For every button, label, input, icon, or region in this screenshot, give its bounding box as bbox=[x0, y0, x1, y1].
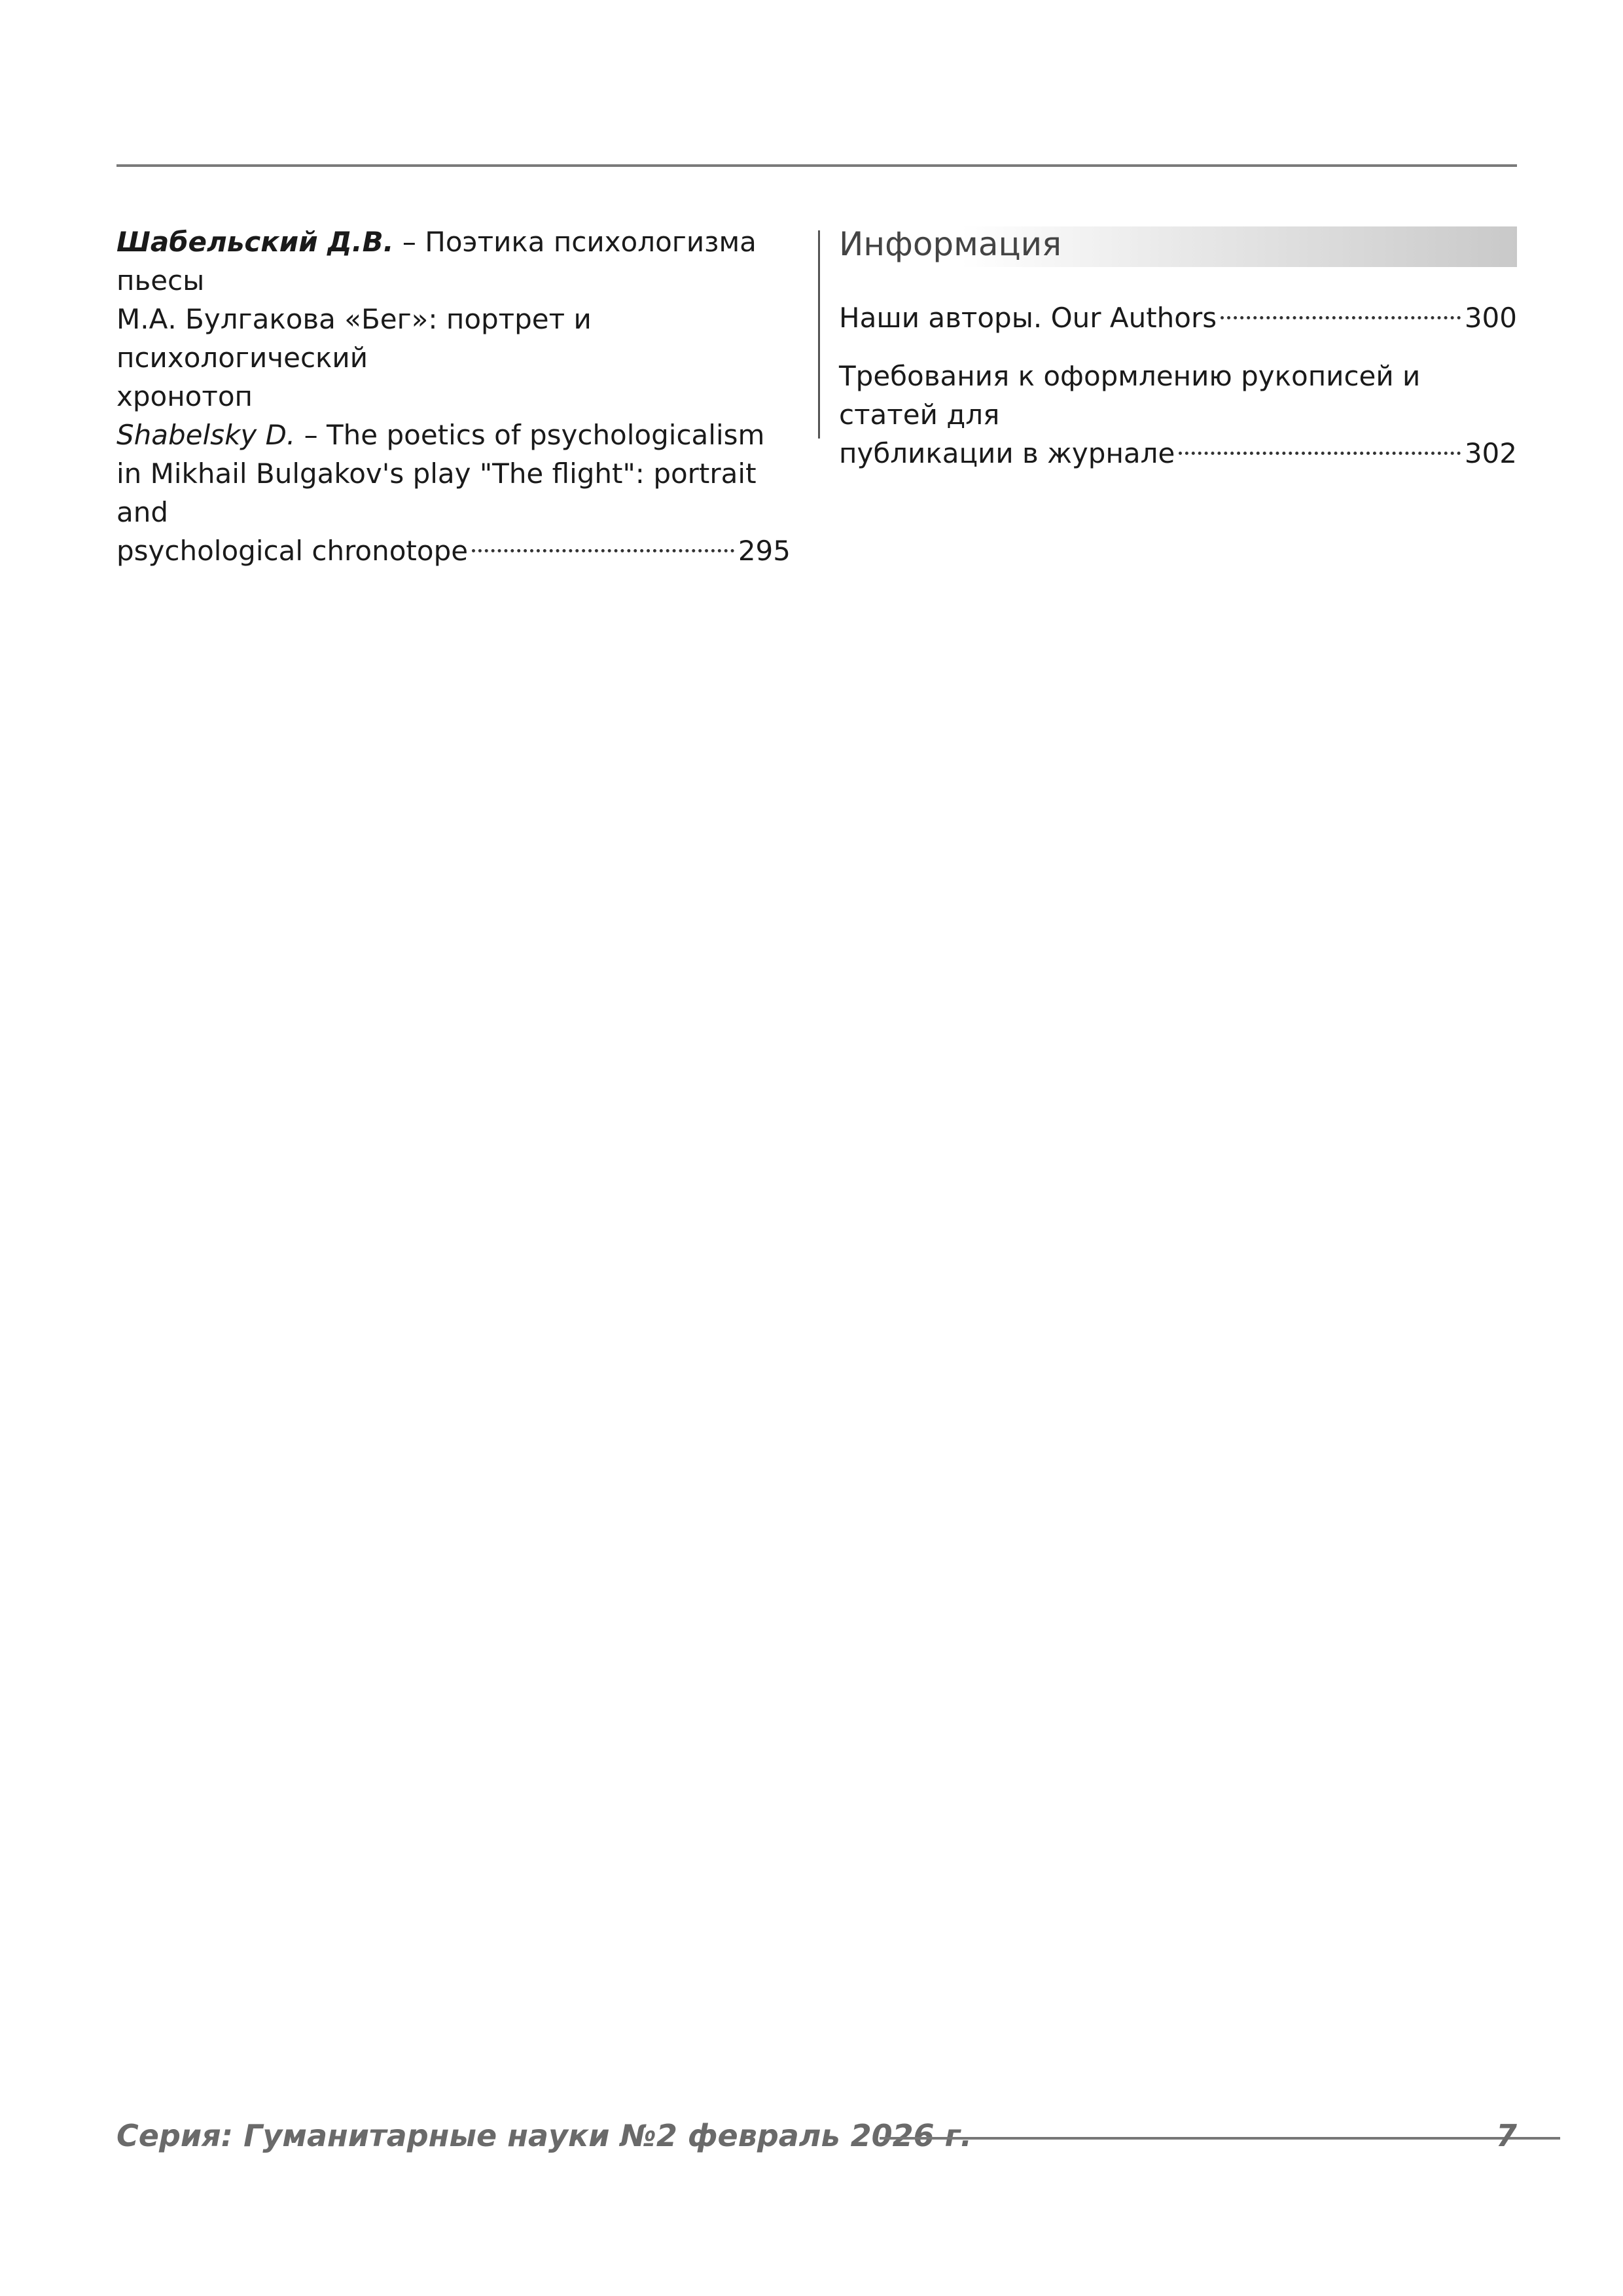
title-ru-line3: хронотоп bbox=[116, 380, 253, 412]
page-number-footer: 7 bbox=[1495, 2118, 1517, 2153]
series-title: Серия: Гуманитарные науки №2 февраль 2026 г. bbox=[116, 2118, 972, 2153]
page-footer bbox=[116, 2113, 1517, 2165]
toc-entry-our-authors[interactable] bbox=[839, 298, 1517, 337]
section-header-info bbox=[839, 226, 1517, 267]
title-en-line3-with-page bbox=[116, 531, 791, 570]
page-number: 300 bbox=[1464, 302, 1517, 334]
entry-title-line1: Требования к оформлению рукописей и статей для bbox=[839, 360, 1421, 431]
page-number: 295 bbox=[738, 535, 791, 567]
title-ru-line2: М.А. Булгакова «Бег»: портрет и психологический bbox=[116, 303, 592, 374]
toc-entry-requirements[interactable] bbox=[839, 357, 1517, 473]
toc-right-column bbox=[839, 226, 1517, 492]
author-en: Shabelsky D. bbox=[116, 419, 296, 451]
author-ru: Шабельский Д.В. bbox=[116, 226, 394, 258]
page-number: 302 bbox=[1464, 437, 1517, 469]
dot-leader bbox=[472, 549, 734, 552]
column-divider bbox=[818, 230, 820, 439]
title-en-line3: psychological chronotope bbox=[116, 535, 469, 567]
section-title: Информация bbox=[839, 225, 1062, 263]
entry-title: Наши авторы. Our Authors bbox=[839, 302, 1217, 334]
title-en-line2: in Mikhail Bulgakov's play "The flight": portrait and bbox=[116, 457, 757, 528]
title-en-part1: – The poetics of psychologicalism bbox=[295, 419, 765, 451]
footer-rule bbox=[880, 2137, 1560, 2140]
toc-entry-shabelsky[interactable] bbox=[116, 223, 791, 570]
entry-title-line2: публикации в журнале bbox=[839, 437, 1175, 469]
entry-line2-with-page bbox=[839, 434, 1517, 473]
toc-entry-ru-line1 bbox=[116, 223, 791, 300]
dot-leader bbox=[1179, 452, 1460, 455]
header-rule bbox=[116, 164, 1517, 167]
toc-left-column bbox=[116, 223, 791, 570]
dot-leader bbox=[1221, 316, 1461, 319]
toc-entry-en-line1 bbox=[116, 416, 791, 454]
title-ru-part1: – Поэтика психологизма пьесы bbox=[116, 226, 757, 296]
